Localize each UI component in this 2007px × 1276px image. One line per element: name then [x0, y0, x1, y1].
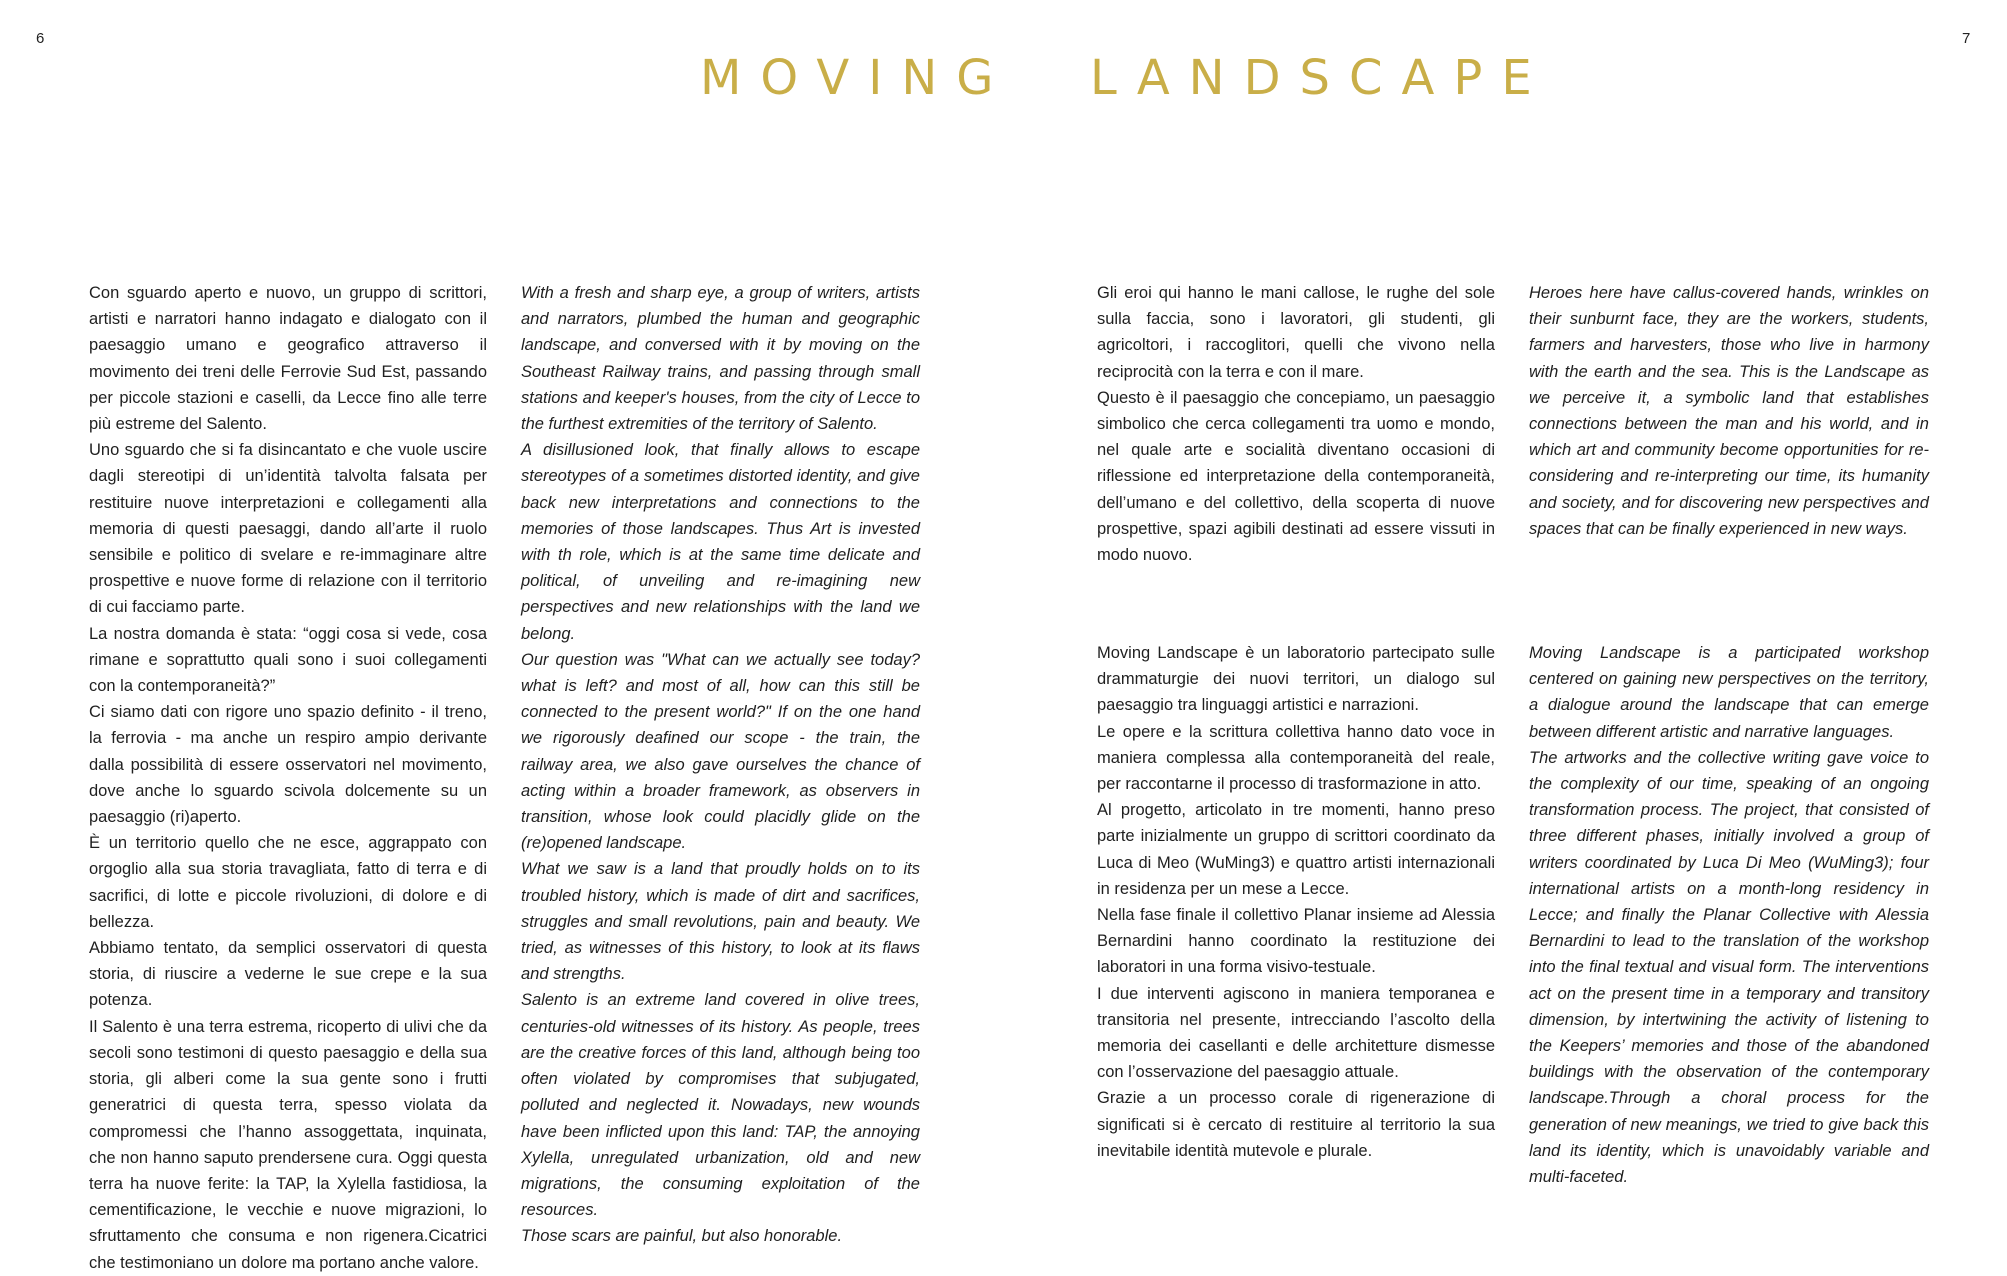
column-english-right-top [1529, 280, 1929, 542]
column-italian-right-bottom [1097, 640, 1495, 1164]
paragraph: Uno sguardo che si fa disincantato e che vuole uscire dagli stereotipi di un’identità talvolta falsata per restituire nuove interpretazioni e collegamenti alla memoria di questi paesaggi, dando all’arte il ruolo sensibile e politico di svelare e re-immaginare altre prospettive e nuove forme di relazione con il territorio di cui facciamo parte. [89, 441, 487, 617]
paragraph: Salento is an extreme land covered in olive trees, centuries-old witnesses of its history. As people, trees are the creative forces of this land, although being too often violated by compromises that subjugated, polluted and neglected it. Nowadays, new wounds have been inflicted upon this land: TAP, the annoying Xylella, unregulated urbanization, old and new migrations, the consuming exploitation of the resources. [521, 991, 920, 1220]
paragraph: Con sguardo aperto e nuovo, un gruppo di scrittori, artisti e narratori hanno indagato e dialogato con il paesaggio umano e geografico attraverso il movimento dei treni delle Ferrovie Sud Est, passando per piccole stazioni e caselli, da Lecce fino alle terre più estreme del Salento. [89, 284, 487, 434]
paragraph: Ci siamo dati con rigore uno spazio definito - il treno, la ferrovia - ma anche un respiro ampio derivante dalla possibilità di essere osservatori nel movimento, dove anche lo sguardo scivola dolcemente su un paesaggio (ri)aperto. [89, 703, 487, 827]
column-english-left [521, 280, 920, 1250]
paragraph: Heroes here have callus-covered hands, wrinkles on their sunburnt face, they are the workers, students, farmers and harvesters, those who live in harmony with the earth and the sea. This is the Landscape as we perceive it, a symbolic land that establishes connections between the man and his world, and in which art and community become opportunities for re-considering and re-interpreting our time, its humanity and society, and for discovering new perspectives and spaces that can be finally experienced in new ways. [1529, 284, 1929, 538]
paragraph: Abbiamo tentato, da semplici osservatori di questa storia, di riuscire a vederne le sue crepe e la sua potenza. [89, 939, 487, 1010]
paragraph: Grazie a un processo corale di rigenerazione di significati si è cercato di restituire al territorio la sua inevitabile identità mutevole e plurale. [1097, 1089, 1495, 1160]
title-word-landscape: LANDSCAPE [1090, 50, 1551, 106]
paragraph: Our question was "What can we actually see today? what is left? and most of all, how can this still be connected to the present world?" If on the one hand we rigorously deafined our scope - the train, the railway area, we also gave ourselves the chance of acting within a broader framework, as observers in transition, whose look could placidly glide on the (re)opened landscape. [521, 650, 920, 853]
paragraph: Nella fase finale il collettivo Planar insieme ad Alessia Bernardini hanno coordinato la restituzione dei laboratori in una forma visivo-testuale. [1097, 906, 1495, 977]
paragraph: Moving Landscape è un laboratorio partecipato sulle drammaturgie dei nuovi territori, un dialogo sul paesaggio tra linguaggi artistici e narrazioni. [1097, 644, 1495, 715]
paragraph: Il Salento è una terra estrema, ricoperto di ulivi che da secoli sono testimoni di questo paesaggio e della sua storia, gli alberi come la sua gente sono i frutti generatrici di questa terra, spesso violata da compromessi che l’hanno assoggettata, inquinata, che non hanno saputo prendersene cura. Oggi questa terra ha nuove ferite: la TAP, la Xylella fastidiosa, la cementificazione, le vecchie e nuove migrazioni, lo sfruttamento che consuma e non rigenera.Cicatrici che testimoniano un dolore ma portano anche valore. [89, 1017, 487, 1272]
column-english-right-bottom [1529, 640, 1929, 1190]
paragraph: Questo è il paesaggio che concepiamo, un paesaggio simbolico che cerca collegamenti tra uomo e mondo, nel quale arte e socialità diventano occasioni di riflessione ed interpretazione della contemporaneità, dell’umano e del collettivo, della scoperta di nuove prospettive, spazi agibili destinati ad essere vissuti in modo nuovo. [1097, 388, 1495, 565]
column-italian-right-top [1097, 280, 1495, 568]
paragraph: What we saw is a land that proudly holds on to its troubled history, which is made of dirt and sacrifices, struggles and small revolutions, pain and beauty. We tried, as witnesses of this history, to look at its flaws and strengths. [521, 860, 920, 984]
paragraph: Those scars are painful, but also honorable. [521, 1227, 843, 1246]
paragraph: Gli eroi qui hanno le mani callose, le rughe del sole sulla faccia, sono i lavoratori, gli studenti, gli agricoltori, i raccoglitori, quelli che vivono nella reciprocità con la terra e con il mare. [1097, 284, 1495, 381]
column-italian-left [89, 280, 487, 1276]
page-number-right: 7 [1962, 30, 1971, 47]
paragraph: The artworks and the collective writing gave voice to the complexity of our time, speaking of an ongoing transformation process. The project, that consisted of three different phases, initially involved a group of writers coordinated by Luca Di Meo (WuMing3); four international artists on a month-long residency in Lecce; and finally the Planar Collective with Alessia Bernardini to lead to the translation of the workshop into the final textual and visual form. The interventions act on the present time in a temporary and transitory dimension, by intertwining the activity of listening to the Keepers’ memories and those of the abandoned buildings with the observation of the contemporary landscape.Through a choral process for the generation of new meanings, we tried to give back this land its identity, which is unavoidably variable and multi-faceted. [1529, 748, 1929, 1187]
paragraph: La nostra domanda è stata: “oggi cosa si vede, cosa rimane e soprattutto quali sono i suoi collegamenti con la contemporaneità?” [89, 624, 487, 696]
paragraph: Le opere e la scrittura collettiva hanno dato voce in maniera complessa alla contemporaneità del reale, per raccontarne il processo di trasformazione in atto. [1097, 722, 1495, 794]
title-word-moving: MOVING [700, 50, 1013, 106]
page-number-left: 6 [36, 30, 45, 47]
paragraph: I due interventi agiscono in maniera temporanea e transitoria nel presente, intrecciando l’ascolto della memoria dei casellanti e delle architetture dismesse con l’osservazione del paesaggio attuale. [1097, 984, 1495, 1082]
paragraph: A disillusioned look, that finally allows to escape stereotypes of a sometimes distorted identity, and give back new interpretations and connections to the memories of those landscapes. Thus Art is invested with th role, which is at the same time delicate and political, of unveiling and re-imagining new perspectives and new relationships with the land we belong. [521, 441, 920, 643]
paragraph: Al progetto, articolato in tre momenti, hanno preso parte inizialmente un gruppo di scrittori coordinato da Luca di Meo (WuMing3) e quattro artisti internazionali in residenza per un mese a Lecce. [1097, 801, 1495, 898]
paragraph: È un territorio quello che ne esce, aggrappato con orgoglio alla sua storia travagliata, fatto di terra e di sacrifici, di lotte e piccole rivoluzioni, di dolore e di bellezza. [89, 834, 487, 931]
paragraph: With a fresh and sharp eye, a group of writers, artists and narrators, plumbed the human and geographic landscape, and conversed with it by moving on the Southeast Railway trains, and passing through small stations and keeper's houses, from the city of Lecce to the furthest extremities of the territory of Salento. [521, 284, 920, 434]
paragraph: Moving Landscape is a participated workshop centered on gaining new perspectives on the territory, a dialogue around the landscape that can emerge between different artistic and narrative languages. [1529, 644, 1929, 741]
